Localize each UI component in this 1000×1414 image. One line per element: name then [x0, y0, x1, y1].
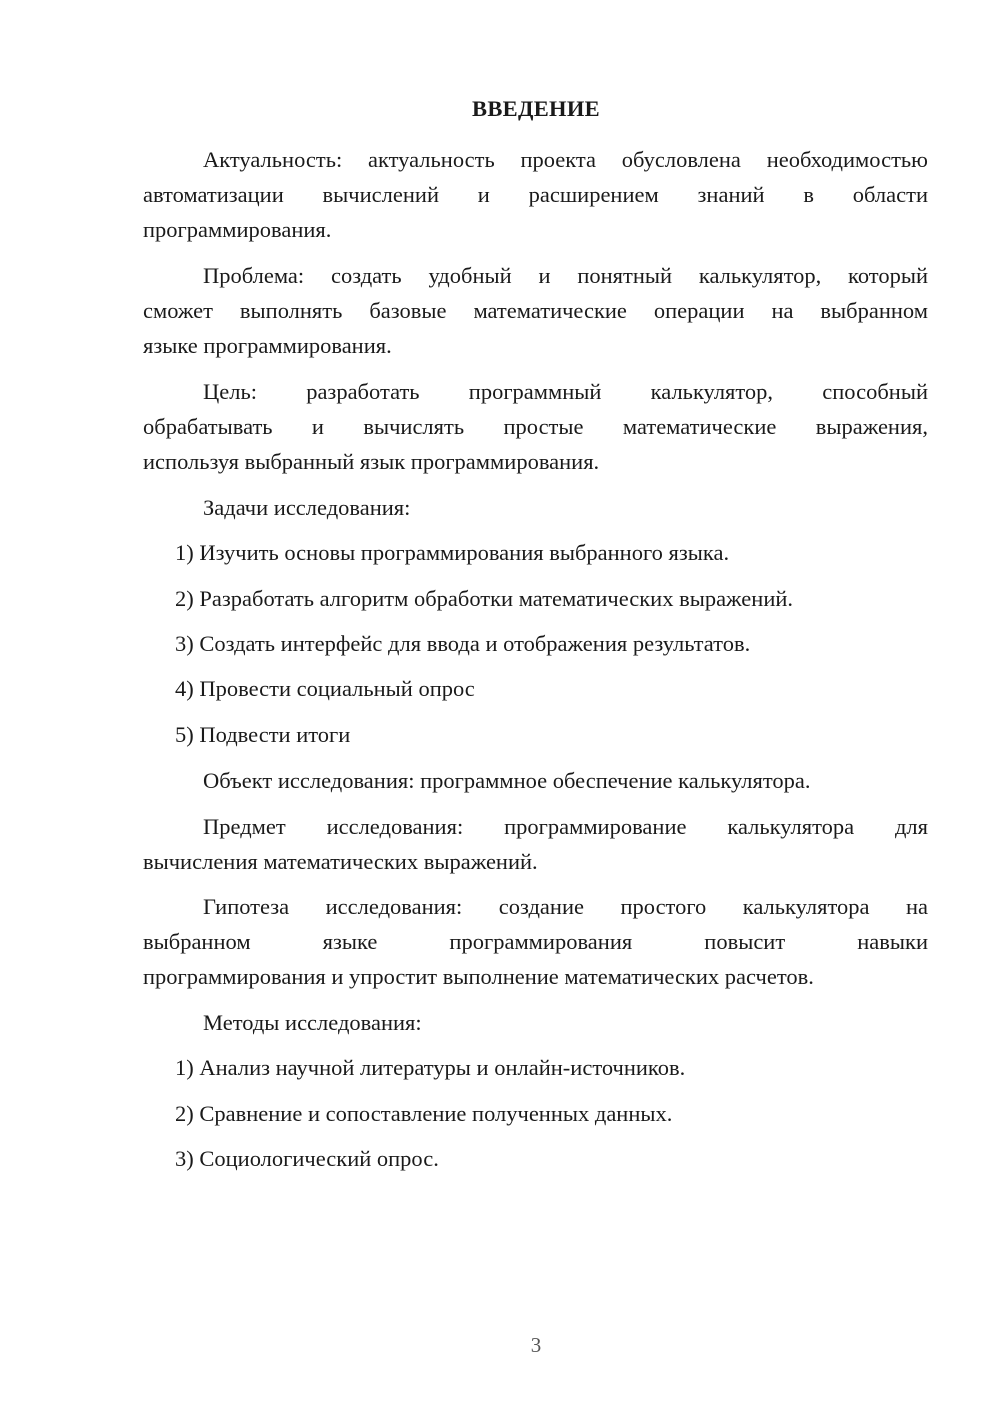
goal-paragraph: [143, 374, 928, 479]
task-item: 5) Подвести итоги: [175, 722, 351, 747]
paragraph-line: Предмет исследования: программирование калькулятора для: [203, 814, 928, 839]
paragraph-line: Гипотеза исследования: создание простого калькулятора на: [203, 894, 928, 919]
paragraph-line: выбранном языке программирования повысит навыки: [143, 929, 928, 954]
page-title: ВВЕДЕНИЕ: [472, 96, 600, 121]
page-number: 3: [530, 1333, 542, 1357]
task-item: 4) Провести социальный опрос: [175, 676, 475, 701]
task-item: 1) Изучить основы программирования выбранного языка.: [175, 540, 730, 565]
paragraph-line: программирования и упростит выполнение математических расчетов.: [143, 964, 814, 989]
paragraph-line: автоматизации вычислений и расширением знаний в области: [143, 182, 928, 207]
paragraph-line: языке программирования.: [143, 333, 392, 358]
paragraph-line: Актуальность: актуальность проекта обусловлена необходимостью: [203, 147, 928, 172]
paragraph-line: используя выбранный язык программирования.: [143, 449, 600, 474]
task-item: 2) Разработать алгоритм обработки математических выражений.: [175, 586, 794, 611]
paragraph-line: программирования.: [143, 217, 332, 242]
relevance-paragraph: [143, 142, 928, 247]
paragraph-line: вычисления математических выражений.: [143, 849, 538, 874]
method-item: 1) Анализ научной литературы и онлайн-источников.: [175, 1055, 686, 1080]
method-item: 3) Социологический опрос.: [175, 1146, 439, 1171]
paragraph-line: сможет выполнять базовые математические операции на выбранном: [143, 298, 928, 323]
task-item: 3) Создать интерфейс для ввода и отображения результатов.: [175, 631, 751, 656]
paragraph-line: Проблема: создать удобный и понятный калькулятор, который: [203, 263, 928, 288]
problem-paragraph: [143, 258, 928, 363]
method-item: 2) Сравнение и сопоставление полученных данных.: [175, 1101, 673, 1126]
paragraph-line: Цель: разработать программный калькулятор, способный: [203, 379, 928, 404]
methods-title: Методы исследования:: [203, 1010, 422, 1035]
tasks-title: Задачи исследования:: [203, 495, 411, 520]
hypothesis-paragraph: [143, 889, 928, 994]
subject-paragraph: [143, 809, 928, 879]
paragraph-line: обрабатывать и вычислять простые математические выражения,: [143, 414, 928, 439]
object-paragraph: Объект исследования: программное обеспечение калькулятора.: [203, 768, 811, 793]
